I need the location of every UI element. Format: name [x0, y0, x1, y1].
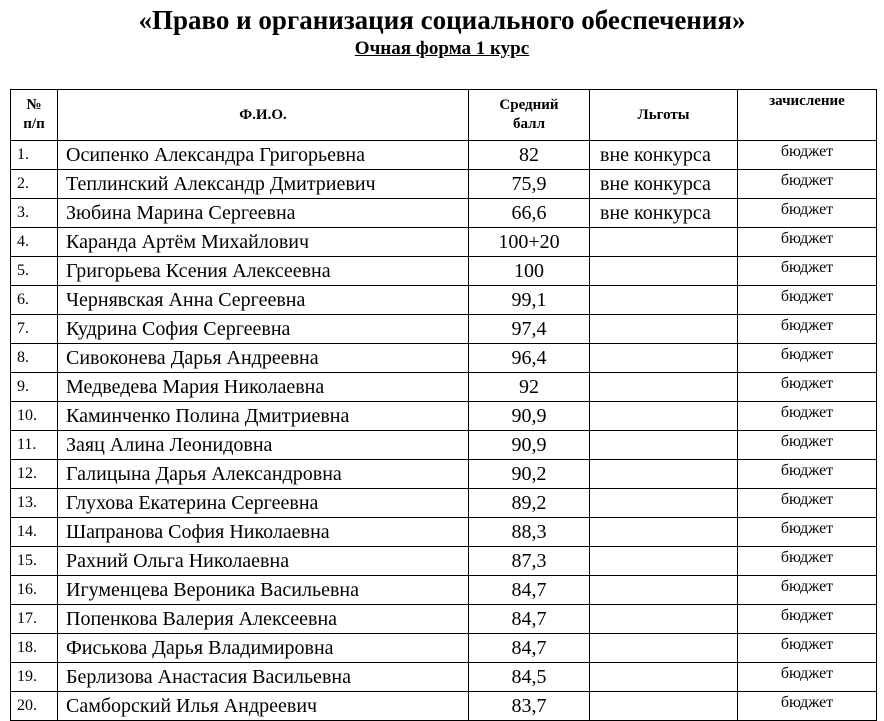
cell-benefits	[590, 402, 738, 431]
cell-name: Сивоконева Дарья Андреевна	[58, 344, 469, 373]
enrollment-table	[10, 89, 877, 721]
cell-enrollment: бюджет	[738, 634, 877, 663]
table-row	[11, 170, 877, 199]
cell-name: Попенкова Валерия Алексеевна	[58, 605, 469, 634]
table-row	[11, 489, 877, 518]
cell-benefits	[590, 257, 738, 286]
column-header-number-line1: №	[26, 97, 42, 113]
cell-benefits	[590, 344, 738, 373]
cell-name: Теплинский Александр Дмитриевич	[58, 170, 469, 199]
cell-number: 12.	[11, 460, 58, 489]
cell-benefits	[590, 605, 738, 634]
column-header-score-line2: балл	[513, 116, 545, 132]
cell-benefits	[590, 460, 738, 489]
cell-enrollment: бюджет	[738, 170, 877, 199]
cell-benefits	[590, 634, 738, 663]
cell-score: 96,4	[469, 344, 590, 373]
column-header-name: Ф.И.О.	[58, 90, 469, 141]
cell-name: Медведева Мария Николаевна	[58, 373, 469, 402]
cell-benefits: вне конкурса	[590, 199, 738, 228]
cell-score: 92	[469, 373, 590, 402]
cell-name: Каранда Артём Михайлович	[58, 228, 469, 257]
table-row	[11, 460, 877, 489]
table-row	[11, 315, 877, 344]
cell-benefits	[590, 489, 738, 518]
table-row	[11, 373, 877, 402]
cell-enrollment: бюджет	[738, 315, 877, 344]
table-row	[11, 605, 877, 634]
cell-score: 84,7	[469, 605, 590, 634]
cell-score: 84,5	[469, 663, 590, 692]
table-row	[11, 344, 877, 373]
cell-number: 17.	[11, 605, 58, 634]
cell-number: 6.	[11, 286, 58, 315]
cell-name: Фиськова Дарья Владимировна	[58, 634, 469, 663]
cell-number: 10.	[11, 402, 58, 431]
cell-number: 16.	[11, 576, 58, 605]
cell-number: 14.	[11, 518, 58, 547]
cell-score: 88,3	[469, 518, 590, 547]
cell-enrollment: бюджет	[738, 257, 877, 286]
table-row	[11, 141, 877, 170]
cell-number: 8.	[11, 344, 58, 373]
cell-benefits	[590, 663, 738, 692]
cell-enrollment: бюджет	[738, 286, 877, 315]
cell-number: 5.	[11, 257, 58, 286]
column-header-benefits: Льготы	[590, 90, 738, 141]
page-title: «Право и организация социального обеспечения»	[138, 5, 746, 35]
cell-score: 66,6	[469, 199, 590, 228]
cell-name: Глухова Екатерина Сергеевна	[58, 489, 469, 518]
cell-benefits	[590, 431, 738, 460]
cell-benefits	[590, 286, 738, 315]
cell-benefits: вне конкурса	[590, 141, 738, 170]
cell-score: 82	[469, 141, 590, 170]
table-row	[11, 518, 877, 547]
cell-enrollment: бюджет	[738, 547, 877, 576]
cell-score: 90,9	[469, 431, 590, 460]
cell-name: Кудрина София Сергеевна	[58, 315, 469, 344]
cell-score: 84,7	[469, 576, 590, 605]
cell-number: 1.	[11, 141, 58, 170]
cell-number: 9.	[11, 373, 58, 402]
cell-score: 100+20	[469, 228, 590, 257]
cell-enrollment: бюджет	[738, 518, 877, 547]
cell-benefits: вне конкурса	[590, 170, 738, 199]
cell-enrollment: бюджет	[738, 373, 877, 402]
cell-score: 87,3	[469, 547, 590, 576]
cell-benefits	[590, 692, 738, 721]
table-row	[11, 692, 877, 721]
cell-score: 99,1	[469, 286, 590, 315]
column-header-score	[469, 90, 590, 141]
cell-name: Шапранова София Николаевна	[58, 518, 469, 547]
cell-number: 18.	[11, 634, 58, 663]
cell-name: Григорьева Ксения Алексеевна	[58, 257, 469, 286]
cell-number: 13.	[11, 489, 58, 518]
cell-enrollment: бюджет	[738, 605, 877, 634]
cell-name: Заяц Алина Леонидовна	[58, 431, 469, 460]
cell-benefits	[590, 228, 738, 257]
cell-enrollment: бюджет	[738, 344, 877, 373]
table-row	[11, 402, 877, 431]
cell-name: Чернявская Анна Сергеевна	[58, 286, 469, 315]
cell-enrollment: бюджет	[738, 576, 877, 605]
cell-name: Рахний Ольга Николаевна	[58, 547, 469, 576]
cell-benefits	[590, 518, 738, 547]
column-header-number	[11, 90, 58, 141]
cell-number: 15.	[11, 547, 58, 576]
cell-number: 19.	[11, 663, 58, 692]
table-row	[11, 547, 877, 576]
cell-enrollment: бюджет	[738, 431, 877, 460]
cell-score: 97,4	[469, 315, 590, 344]
cell-name: Каминченко Полина Дмитриевна	[58, 402, 469, 431]
cell-score: 89,2	[469, 489, 590, 518]
table-row	[11, 286, 877, 315]
cell-score: 100	[469, 257, 590, 286]
table-row	[11, 576, 877, 605]
table-row	[11, 634, 877, 663]
cell-enrollment: бюджет	[738, 663, 877, 692]
cell-score: 90,9	[469, 402, 590, 431]
table-header-row	[11, 90, 877, 141]
table-row	[11, 431, 877, 460]
cell-benefits	[590, 576, 738, 605]
cell-number: 4.	[11, 228, 58, 257]
cell-enrollment: бюджет	[738, 489, 877, 518]
cell-benefits	[590, 315, 738, 344]
cell-number: 7.	[11, 315, 58, 344]
cell-benefits	[590, 547, 738, 576]
cell-name: Осипенко Александра Григорьевна	[58, 141, 469, 170]
column-header-score-line1: Средний	[499, 97, 559, 113]
cell-name: Игуменцева Вероника Васильевна	[58, 576, 469, 605]
table-row	[11, 257, 877, 286]
cell-number: 3.	[11, 199, 58, 228]
table-row	[11, 199, 877, 228]
page-subtitle: Очная форма 1 курс	[354, 38, 530, 59]
cell-enrollment: бюджет	[738, 692, 877, 721]
cell-name: Зюбина Марина Сергеевна	[58, 199, 469, 228]
cell-number: 20.	[11, 692, 58, 721]
table-row	[11, 228, 877, 257]
cell-enrollment: бюджет	[738, 460, 877, 489]
cell-name: Галицына Дарья Александровна	[58, 460, 469, 489]
table-row	[11, 663, 877, 692]
cell-score: 83,7	[469, 692, 590, 721]
cell-score: 90,2	[469, 460, 590, 489]
cell-enrollment: бюджет	[738, 141, 877, 170]
cell-benefits	[590, 373, 738, 402]
cell-enrollment: бюджет	[738, 199, 877, 228]
cell-number: 11.	[11, 431, 58, 460]
cell-name: Самборский Илья Андреевич	[58, 692, 469, 721]
cell-enrollment: бюджет	[738, 228, 877, 257]
cell-score: 75,9	[469, 170, 590, 199]
cell-score: 84,7	[469, 634, 590, 663]
cell-enrollment: бюджет	[738, 402, 877, 431]
cell-number: 2.	[11, 170, 58, 199]
cell-name: Берлизова Анастасия Васильевна	[58, 663, 469, 692]
column-header-enrollment: зачисление	[738, 90, 877, 141]
column-header-number-line2: п/п	[23, 116, 45, 132]
